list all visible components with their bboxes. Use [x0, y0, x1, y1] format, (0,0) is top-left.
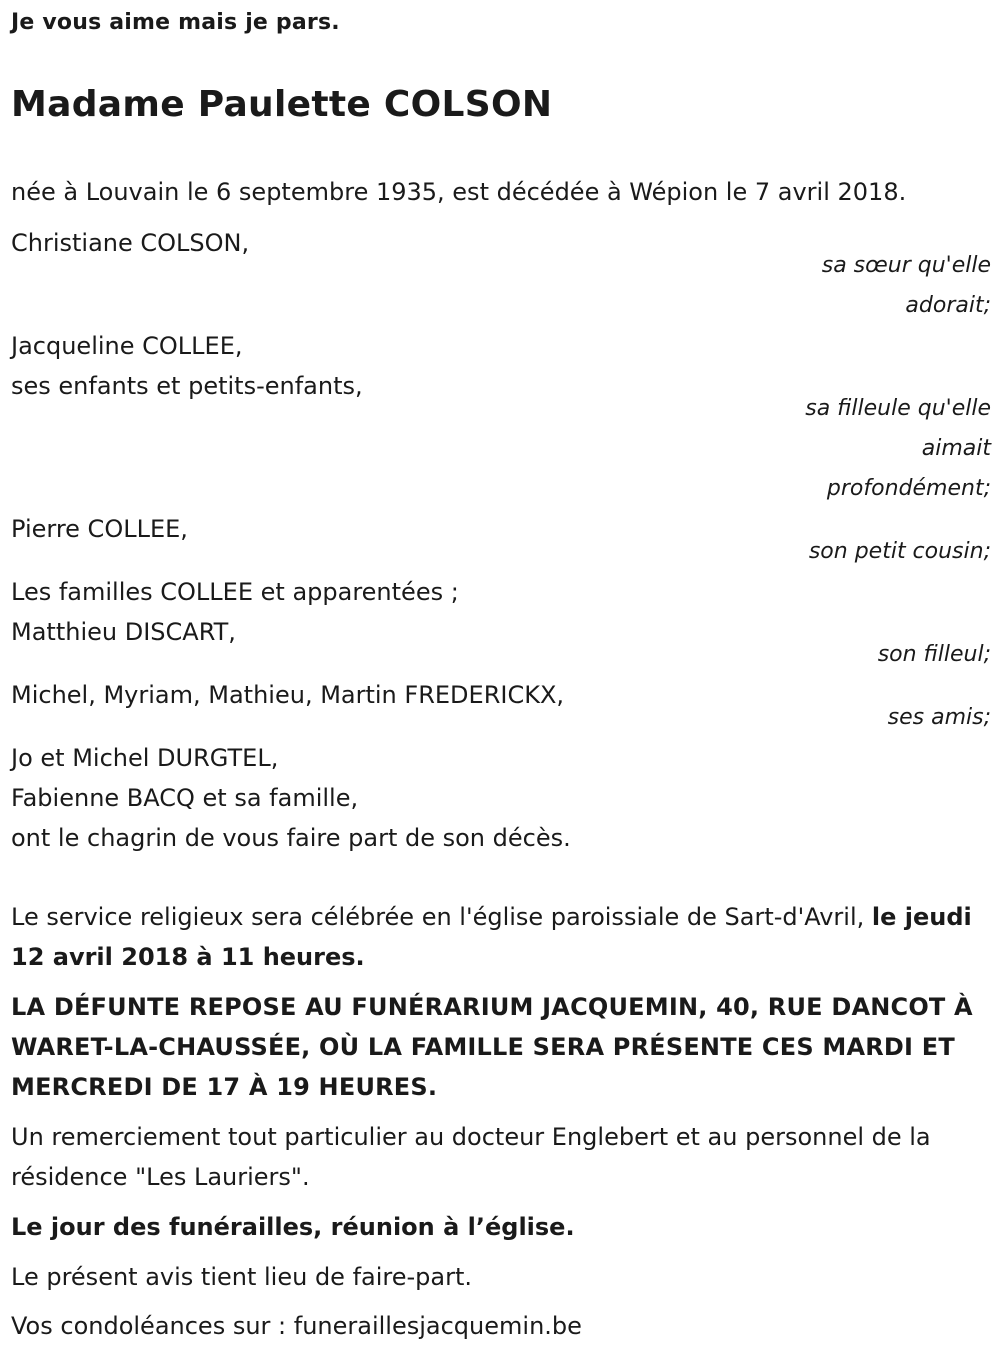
motto: Je vous aime mais je pars. [11, 10, 340, 35]
service-intro: Le service religieux sera célébrée en l'église paroissiale de Sart-d'Avril, [11, 903, 865, 931]
mourner-enfants: ses enfants et petits-enfants, [11, 372, 363, 400]
deceased-name: Madame Paulette COLSON [11, 84, 553, 125]
relation-matthieu: son filleul; [877, 642, 991, 667]
thanks-paragraph: Un remerciement tout particulier au docteur Englebert et au personnel de la résidence "Les Lauriers". [11, 1123, 931, 1191]
service-date: le jeudi 12 avril 2018 à 11 heures. [11, 903, 972, 971]
mourner-bacq: Fabienne BACQ et sa famille, [11, 784, 359, 812]
relation-jacqueline: sa filleule qu'elle aimait profondément; [805, 396, 991, 501]
relation-fredrickx: ses amis; [887, 705, 991, 730]
mourner-matthieu: Matthieu DISCART, [11, 618, 236, 646]
relation-pierre: son petit cousin; [808, 539, 991, 564]
meeting-notice: Le jour des funérailles, réunion à l’église. [11, 1213, 575, 1241]
mourner-christiane: Christiane COLSON, [11, 229, 250, 257]
mourner-jacqueline: Jacqueline COLLEE, [11, 332, 243, 360]
service-paragraph [11, 897, 986, 977]
mourner-familles: Les familles COLLEE et apparentées ; [11, 578, 459, 606]
mourner-fredrickx: Michel, Myriam, Mathieu, Martin FREDERICKX, [11, 681, 565, 709]
birth-death-line: née à Louvain le 6 septembre 1935, est décédée à Wépion le 7 avril 2018. [11, 178, 907, 206]
relation-christiane: sa sœur qu'elle adorait; [821, 253, 991, 318]
mourner-durgtel: Jo et Michel DURGTEL, [11, 744, 279, 772]
condolences-line: Vos condoléances sur : funeraillesjacquemin.be [11, 1312, 582, 1340]
notice-line: Le présent avis tient lieu de faire-part. [11, 1263, 473, 1291]
funerarium-notice: LA DÉFUNTE REPOSE AU FUNÉRARIUM JACQUEMIN, 40, RUE DANCOT À WARET-LA-CHAUSSÉE, OÙ LA FAMILLE SERA PRÉSENTE CES MARDI ET MERCREDI DE 17 À 19 HEURES. [11, 993, 973, 1101]
closing-line: ont le chagrin de vous faire part de son décès. [11, 824, 571, 852]
mourner-pierre: Pierre COLLEE, [11, 515, 188, 543]
